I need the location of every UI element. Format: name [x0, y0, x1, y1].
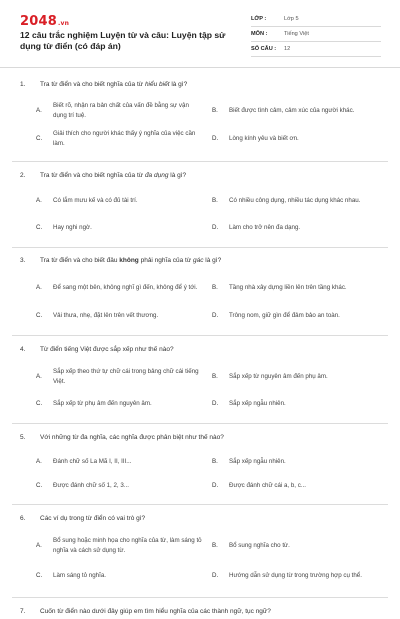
- prompt-text: Với những từ đa nghĩa, các nghĩa được phân biệt như thế nào?: [40, 434, 224, 441]
- option-text: Có nhiều công dụng, nhiều tác dụng khác nhau.: [229, 197, 361, 204]
- header: [0, 0, 400, 66]
- option-text: Biết được tình cảm, cảm xúc của người khác.: [229, 107, 355, 114]
- question-number: 6.: [20, 515, 26, 522]
- question-prompt: [0, 78, 400, 92]
- question-4: [0, 343, 400, 424]
- question-5: [0, 431, 400, 505]
- option-text: Bổ sung nghĩa cho từ.: [229, 542, 290, 549]
- option-text: Sắp xếp từ phụ âm đến nguyên âm.: [53, 400, 152, 407]
- question-divider: [12, 597, 388, 598]
- option-text: Biết rõ, nhận ra bản chất của vấn đề bằng sự vận dụng trí tuệ.: [53, 102, 189, 119]
- option-text: Sắp xếp ngẫu nhiên.: [229, 458, 286, 465]
- prompt-text: Tra từ điển và cho biết đâu: [40, 257, 120, 264]
- question-3: [0, 254, 400, 336]
- question-number: 4.: [20, 346, 26, 353]
- prompt-text: Tra từ điển và cho biết nghĩa của từ: [40, 81, 145, 88]
- option-b[interactable]: [212, 186, 388, 216]
- option-letter: C.: [36, 224, 43, 231]
- question-prompt: [0, 254, 400, 268]
- question-prompt: [0, 512, 400, 526]
- option-c[interactable]: [36, 474, 212, 498]
- option-letter: A.: [36, 373, 42, 380]
- option-letter: B.: [212, 284, 218, 291]
- prompt-keyword: đa dụng: [144, 172, 169, 179]
- option-letter: C.: [36, 400, 43, 407]
- option-letter: A.: [36, 284, 42, 291]
- option-text: Vải thưa, nhẹ, đặt lên trên vết thương.: [53, 312, 159, 319]
- option-text: Bổ sung hoặc minh họa cho nghĩa của từ, làm sáng tỏ nghĩa và cách sử dụng từ.: [53, 537, 202, 554]
- option-c[interactable]: [36, 561, 212, 591]
- option-a[interactable]: [36, 531, 212, 561]
- option-letter: D.: [212, 482, 219, 489]
- option-b[interactable]: [212, 273, 388, 303]
- options-grid: [36, 97, 388, 153]
- question-number: 5.: [20, 434, 26, 441]
- option-text: Đánh chữ số La Mã I, II, III...: [53, 458, 132, 465]
- option-letter: D.: [212, 312, 219, 319]
- option-text: Hay nghi ngờ.: [53, 224, 92, 231]
- logo-number: 2048: [20, 14, 57, 29]
- option-d[interactable]: [212, 392, 388, 416]
- options-grid: [36, 186, 388, 240]
- question-6: [0, 512, 400, 598]
- question-divider: [12, 504, 388, 505]
- option-c[interactable]: [36, 303, 212, 329]
- option-letter: B.: [212, 373, 218, 380]
- question-2: [0, 169, 400, 248]
- prompt-text-end: là gì?: [203, 257, 222, 264]
- logo-suffix: .vn: [57, 20, 70, 27]
- option-letter: D.: [212, 400, 219, 407]
- question-number: 3.: [20, 257, 26, 264]
- question-divider: [12, 247, 388, 248]
- question-divider: [12, 423, 388, 424]
- option-d[interactable]: [212, 216, 388, 240]
- prompt-text-end: là gì?: [169, 81, 188, 88]
- option-text: Để sang một bên, không nghĩ gì đến, không để ý tới.: [53, 284, 198, 291]
- option-letter: A.: [36, 107, 42, 114]
- option-b[interactable]: [212, 362, 388, 392]
- question-number: 7.: [20, 608, 26, 615]
- option-a[interactable]: [36, 97, 212, 125]
- question-prompt: [0, 605, 400, 619]
- meta-table: [251, 12, 381, 57]
- prompt-text: Cuốn từ điển nào dưới đây giúp em tìm hiểu nghĩa của các thành ngữ, tục ngữ?: [40, 608, 271, 615]
- option-b[interactable]: [212, 450, 388, 474]
- option-b[interactable]: [212, 97, 388, 125]
- meta-row-count: [251, 42, 381, 57]
- option-a[interactable]: [36, 362, 212, 392]
- meta-value: Tiếng Việt: [284, 31, 309, 37]
- option-letter: C.: [36, 312, 43, 319]
- question-prompt: [0, 169, 400, 183]
- option-a[interactable]: [36, 273, 212, 303]
- page-title: 12 câu trắc nghiệm Luyện từ và câu: Luyện tập sử dụng từ điển (có đáp án): [20, 30, 226, 51]
- option-letter: B.: [212, 458, 218, 465]
- option-c[interactable]: [36, 216, 212, 240]
- option-text: Được đánh chữ số 1, 2, 3...: [53, 482, 129, 489]
- option-d[interactable]: [212, 474, 388, 498]
- option-a[interactable]: [36, 450, 212, 474]
- option-text: Sắp xếp ngẫu nhiên.: [229, 400, 286, 407]
- question-divider: [12, 335, 388, 336]
- option-text: Có lắm mưu kế và có đủ tài trí.: [53, 197, 138, 204]
- option-letter: B.: [212, 542, 218, 549]
- question-number: 1.: [20, 81, 26, 88]
- question-prompt: [0, 431, 400, 445]
- meta-key: LỚP :: [251, 16, 267, 22]
- prompt-keyword: gác: [193, 257, 204, 264]
- question-prompt: [0, 343, 400, 357]
- option-text: Được đánh chữ cái a, b, c...: [229, 482, 306, 489]
- option-d[interactable]: [212, 303, 388, 329]
- prompt-text-mid: phải nghĩa của từ: [138, 257, 194, 264]
- options-grid: [36, 531, 388, 591]
- question-7: [0, 605, 400, 619]
- option-letter: D.: [212, 572, 219, 579]
- prompt-text: Tra từ điển và cho biết nghĩa của từ: [40, 172, 145, 179]
- option-letter: D.: [212, 135, 219, 142]
- option-text: Lòng kính yêu và biết ơn.: [229, 135, 299, 142]
- prompt-text: Từ điển tiếng Việt được sắp xếp như thế nào?: [40, 346, 174, 353]
- meta-key: SỐ CÂU :: [251, 46, 277, 52]
- header-divider: [0, 67, 400, 68]
- option-text: Tầng nhà xây dựng liền lên trên tầng khác.: [229, 284, 347, 291]
- option-letter: C.: [36, 572, 43, 579]
- option-letter: A.: [36, 458, 42, 465]
- option-letter: C.: [36, 482, 43, 489]
- option-b[interactable]: [212, 531, 388, 561]
- option-text: Giải thích cho người khác thấy ý nghĩa của việc cần làm.: [53, 130, 196, 147]
- option-letter: C.: [36, 135, 43, 142]
- meta-value: 12: [284, 46, 291, 52]
- question-number: 2.: [20, 172, 26, 179]
- option-text: Hướng dẫn sử dụng từ trong trường hợp cụ thể.: [229, 572, 362, 579]
- option-text: Sắp xếp từ nguyên âm đến phụ âm.: [229, 373, 328, 380]
- option-text: Làm cho trở nên đa dạng.: [229, 224, 301, 231]
- option-letter: B.: [212, 107, 218, 114]
- prompt-emphasis: không: [119, 257, 139, 264]
- meta-row-subject: [251, 27, 381, 42]
- meta-key: MÔN :: [251, 31, 268, 37]
- options-grid: [36, 362, 388, 416]
- prompt-text: Các ví dụ trong từ điển có vai trò gì?: [40, 515, 146, 522]
- prompt-keyword: hiểu biết: [144, 81, 170, 88]
- question-list: [0, 78, 400, 619]
- meta-row-grade: [251, 12, 381, 27]
- option-c[interactable]: [36, 392, 212, 416]
- option-text: Sắp xếp theo thứ tự chữ cái trong bảng chữ cái tiếng Việt.: [53, 368, 199, 385]
- option-text: Trông nom, giữ gìn để đảm bảo an toàn.: [229, 312, 340, 319]
- option-a[interactable]: [36, 186, 212, 216]
- options-grid: [36, 450, 388, 498]
- option-text: Làm sáng tỏ nghĩa.: [53, 572, 106, 579]
- option-letter: A.: [36, 197, 42, 204]
- options-grid: [36, 273, 388, 329]
- option-letter: B.: [212, 197, 218, 204]
- option-d[interactable]: [212, 125, 388, 153]
- option-d[interactable]: [212, 561, 388, 591]
- option-c[interactable]: [36, 125, 212, 153]
- meta-value: Lớp 5: [284, 16, 299, 22]
- site-logo[interactable]: [20, 14, 69, 29]
- question-divider: [12, 161, 388, 162]
- question-1: [0, 78, 400, 162]
- option-letter: D.: [212, 224, 219, 231]
- option-letter: A.: [36, 542, 42, 549]
- prompt-text-end: là gì?: [168, 172, 187, 179]
